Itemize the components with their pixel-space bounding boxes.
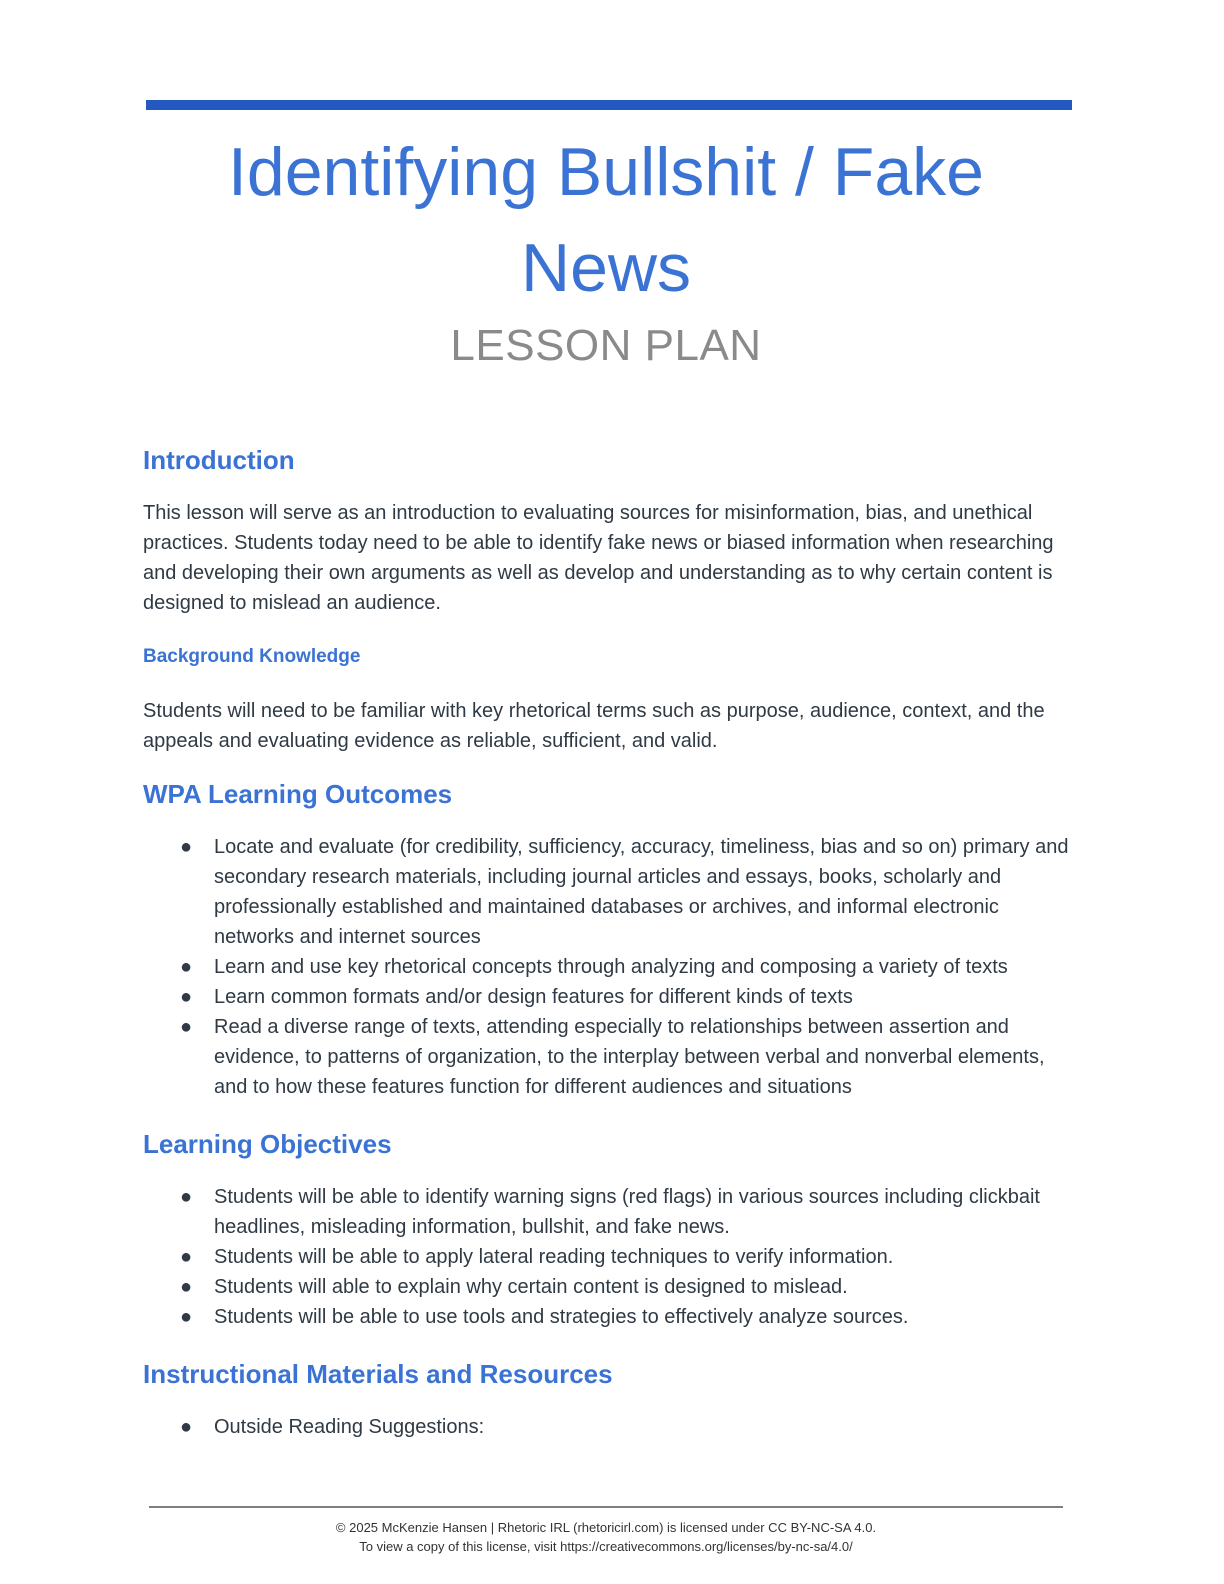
materials-heading: Instructional Materials and Resources [143,1359,613,1389]
list-item-text: Learn and use key rhetorical concepts through analyzing and composing a variety of texts [214,956,1008,978]
wpa-list [143,832,1078,1102]
objectives-list [143,1182,1078,1332]
bullet-icon: ● [180,1186,193,1208]
footer [149,1518,1063,1556]
background-section [143,642,1078,756]
list-item-text: Read a diverse range of texts, attending especially to relationships between assertion and evidence, to patterns of organization, to the interplay between verbal and nonverbal elements, and to how these features function for different audiences and situations [214,1016,1045,1098]
bullet-icon: ● [180,956,193,978]
document-body [143,440,1078,1442]
list-item-text: Learn common formats and/or design features for different kinds of texts [214,986,853,1008]
page-title: Identifying Bullshit / Fake News [228,134,984,306]
bullet-icon: ● [180,1306,193,1328]
wpa-heading: WPA Learning Outcomes [143,779,453,809]
list-item-text: Locate and evaluate (for credibility, sufficiency, accuracy, timeliness, bias and so on) primary and secondary research materials, including journal articles and essays, books, scholarly and professionally established and maintained databases or archives, and informal electronic networks and internet sources [214,836,1069,948]
list-item-text: Students will be able to identify warning signs (red flags) in various sources including clickbait headlines, misleading information, bullshit, and fake news. [214,1186,1040,1238]
list-item-text: Students will able to explain why certain content is designed to mislead. [214,1276,848,1298]
list-item [143,952,1078,982]
wpa-section [143,774,1078,1102]
list-item [143,1412,1078,1442]
introduction-body: This lesson will serve as an introduction to evaluating sources for misinformation, bias, and unethical practices. Students today need to be able to identify fake news or biased information when researching and developing their own arguments as well as develop and understanding as to why certain content is designed to mislead an audience. [143,502,1054,614]
list-item [143,1272,1078,1302]
bullet-icon: ● [180,1276,193,1298]
introduction-heading: Introduction [143,445,295,475]
list-item [143,1182,1078,1242]
list-item-text: Students will be able to apply lateral reading techniques to verify information. [214,1246,894,1268]
objectives-section [143,1124,1078,1332]
list-item [143,1302,1078,1332]
list-item-text: Outside Reading Suggestions: [214,1416,485,1438]
bullet-icon: ● [180,1416,193,1438]
objectives-heading: Learning Objectives [143,1129,392,1159]
bullet-icon: ● [180,1016,193,1038]
footer-license-line: © 2025 McKenzie Hansen | Rhetoric IRL (rhetoricirl.com) is licensed under CC BY-NC-SA 4.0. [335,1520,877,1535]
bullet-icon: ● [180,836,193,858]
list-item [143,1012,1078,1102]
materials-list [143,1412,1078,1442]
background-heading: Background Knowledge [143,646,361,667]
list-item [143,1242,1078,1272]
bullet-icon: ● [180,1246,193,1268]
list-item [143,832,1078,952]
background-body: Students will need to be familiar with key rhetorical terms such as purpose, audience, context, and the appeals and evaluating evidence as reliable, sufficient, and valid. [143,700,1045,752]
footer-license-link-line: To view a copy of this license, visit https://creativecommons.org/licenses/by-nc-sa/4.0/ [359,1539,853,1554]
list-item-text: Students will be able to use tools and strategies to effectively analyze sources. [214,1306,909,1328]
introduction-section [143,440,1078,618]
footer-rule [149,1506,1063,1508]
top-rule [146,100,1072,110]
page-subtitle: LESSON PLAN [450,321,762,370]
bullet-icon: ● [180,986,193,1008]
list-item [143,982,1078,1012]
materials-section [143,1354,1078,1442]
